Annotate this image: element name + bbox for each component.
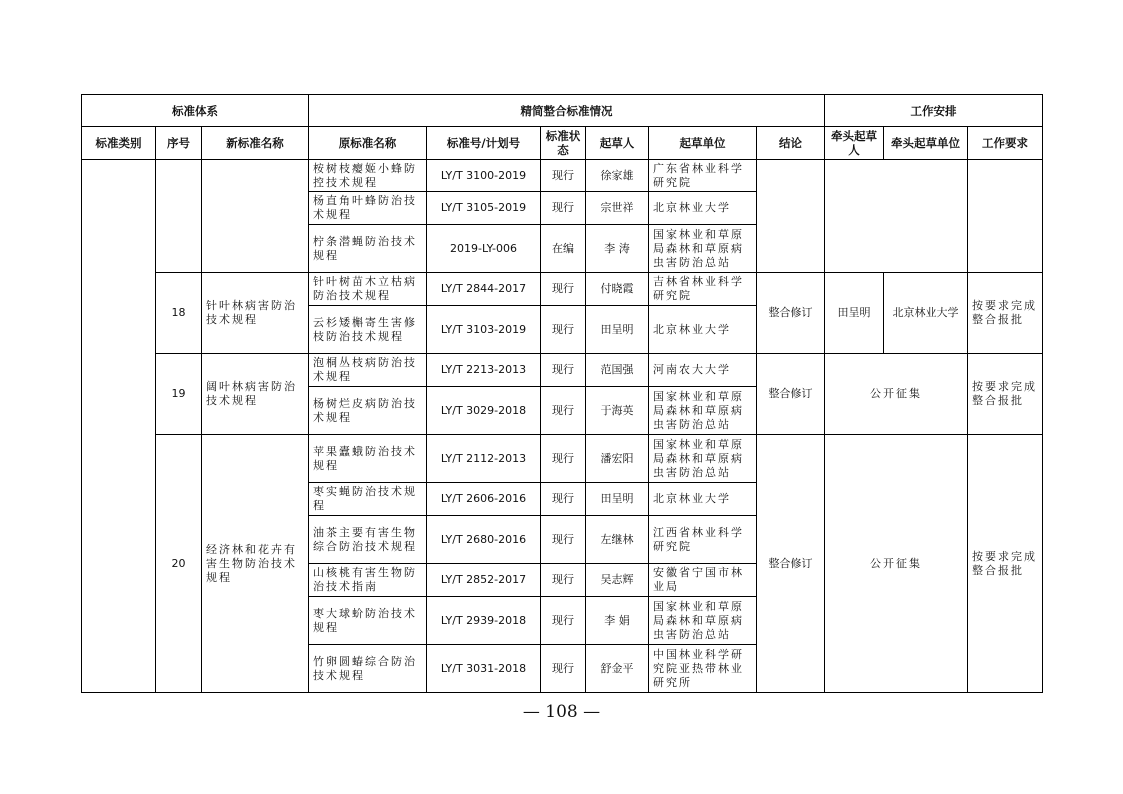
- std-no-cell: LY/T 2213-2013: [427, 354, 541, 387]
- drafter-cell: 左继林: [586, 516, 649, 564]
- conclusion-cell: 整合修订: [757, 354, 825, 435]
- drafter-cell: 付晓霞: [586, 273, 649, 306]
- std-no-cell: LY/T 3031-2018: [427, 645, 541, 693]
- std-no-cell: LY/T 3029-2018: [427, 387, 541, 435]
- status-cell: 现行: [541, 564, 586, 597]
- col-requirement: 工作要求: [968, 127, 1043, 160]
- orig-name-cell: 杨树烂皮病防治技术规程: [309, 387, 427, 435]
- unit-cell: 国家林业和草原局森林和草原病虫害防治总站: [649, 225, 757, 273]
- col-category: 标准类别: [82, 127, 156, 160]
- unit-cell: 江西省林业科学研究院: [649, 516, 757, 564]
- std-no-cell: LY/T 2844-2017: [427, 273, 541, 306]
- std-no-cell: 2019-LY-006: [427, 225, 541, 273]
- header-group-integration: 精简整合标准情况: [309, 95, 825, 127]
- drafter-cell: 李 涛: [586, 225, 649, 273]
- orig-name-cell: 杨直角叶蜂防治技术规程: [309, 192, 427, 225]
- status-cell: 现行: [541, 597, 586, 645]
- new-name-cell: [202, 160, 309, 273]
- col-new-name: 新标准名称: [202, 127, 309, 160]
- requirement-cell: [968, 160, 1043, 273]
- unit-cell: 吉林省林业科学研究院: [649, 273, 757, 306]
- drafter-cell: 于海英: [586, 387, 649, 435]
- col-conclusion: 结论: [757, 127, 825, 160]
- unit-cell: 北京林业大学: [649, 306, 757, 354]
- orig-name-cell: 桉树枝瘿姬小蜂防控技术规程: [309, 160, 427, 192]
- new-name-cell: 阔叶林病害防治技术规程: [202, 354, 309, 435]
- orig-name-cell: 山核桃有害生物防治技术指南: [309, 564, 427, 597]
- standards-table: [81, 94, 1043, 693]
- col-lead-drafter: 牵头起草人: [825, 127, 884, 160]
- unit-cell: 河南农大大学: [649, 354, 757, 387]
- status-cell: 现行: [541, 192, 586, 225]
- std-no-cell: LY/T 3105-2019: [427, 192, 541, 225]
- lead-drafter-cell: 田呈明: [825, 273, 884, 354]
- drafter-cell: 田呈明: [586, 483, 649, 516]
- drafter-cell: 舒金平: [586, 645, 649, 693]
- status-cell: 现行: [541, 160, 586, 192]
- status-cell: 现行: [541, 516, 586, 564]
- unit-cell: 国家林业和草原局森林和草原病虫害防治总站: [649, 597, 757, 645]
- table-row: [82, 354, 1043, 387]
- std-no-cell: LY/T 2606-2016: [427, 483, 541, 516]
- drafter-cell: 吴志辉: [586, 564, 649, 597]
- lead-cell: 公开征集: [825, 354, 968, 435]
- status-cell: 现行: [541, 483, 586, 516]
- col-status: 标准状态: [541, 127, 586, 160]
- status-cell: 现行: [541, 435, 586, 483]
- header-group-system: 标准体系: [82, 95, 309, 127]
- orig-name-cell: 苹果蠹蛾防治技术规程: [309, 435, 427, 483]
- col-seq: 序号: [156, 127, 202, 160]
- orig-name-cell: 柠条潜蝇防治技术规程: [309, 225, 427, 273]
- unit-cell: 广东省林业科学研究院: [649, 160, 757, 192]
- col-lead-unit: 牵头起草单位: [884, 127, 968, 160]
- orig-name-cell: 油茶主要有害生物综合防治技术规程: [309, 516, 427, 564]
- requirement-cell: 按要求完成整合报批: [968, 354, 1043, 435]
- std-no-cell: LY/T 2939-2018: [427, 597, 541, 645]
- status-cell: 现行: [541, 645, 586, 693]
- status-cell: 在编: [541, 225, 586, 273]
- header-column-row: [82, 127, 1043, 160]
- status-cell: 现行: [541, 306, 586, 354]
- seq-cell: [156, 160, 202, 273]
- col-drafter: 起草人: [586, 127, 649, 160]
- orig-name-cell: 针叶树苗木立枯病防治技术规程: [309, 273, 427, 306]
- orig-name-cell: 枣大球蚧防治技术规程: [309, 597, 427, 645]
- orig-name-cell: 竹卵圆蝽综合防治技术规程: [309, 645, 427, 693]
- drafter-cell: 徐家雄: [586, 160, 649, 192]
- table-row: [82, 160, 1043, 192]
- drafter-cell: 田呈明: [586, 306, 649, 354]
- col-std-no: 标准号/计划号: [427, 127, 541, 160]
- col-orig-name: 原标准名称: [309, 127, 427, 160]
- unit-cell: 北京林业大学: [649, 192, 757, 225]
- orig-name-cell: 云杉矮槲寄生害修枝防治技术规程: [309, 306, 427, 354]
- new-name-cell: 经济林和花卉有害生物防治技术规程: [202, 435, 309, 693]
- requirement-cell: 按要求完成整合报批: [968, 435, 1043, 693]
- drafter-cell: 宗世祥: [586, 192, 649, 225]
- status-cell: 现行: [541, 387, 586, 435]
- table-row: [82, 435, 1043, 483]
- seq-cell: 18: [156, 273, 202, 354]
- header-group-work: 工作安排: [825, 95, 1043, 127]
- status-cell: 现行: [541, 273, 586, 306]
- unit-cell: 安徽省宁国市林业局: [649, 564, 757, 597]
- requirement-cell: 按要求完成整合报批: [968, 273, 1043, 354]
- unit-cell: 北京林业大学: [649, 483, 757, 516]
- std-no-cell: LY/T 2680-2016: [427, 516, 541, 564]
- lead-unit-cell: 北京林业大学: [884, 273, 968, 354]
- status-cell: 现行: [541, 354, 586, 387]
- drafter-cell: 李 娟: [586, 597, 649, 645]
- conclusion-cell: 整合修订: [757, 435, 825, 693]
- unit-cell: 中国林业科学研究院亚热带林业研究所: [649, 645, 757, 693]
- new-name-cell: 针叶林病害防治技术规程: [202, 273, 309, 354]
- col-unit: 起草单位: [649, 127, 757, 160]
- lead-cell: [825, 160, 968, 273]
- std-no-cell: LY/T 2112-2013: [427, 435, 541, 483]
- page-number: — 108 —: [522, 702, 601, 722]
- orig-name-cell: 泡桐丛枝病防治技术规程: [309, 354, 427, 387]
- seq-cell: 19: [156, 354, 202, 435]
- std-no-cell: LY/T 3100-2019: [427, 160, 541, 192]
- drafter-cell: 潘宏阳: [586, 435, 649, 483]
- std-no-cell: LY/T 2852-2017: [427, 564, 541, 597]
- drafter-cell: 范国强: [586, 354, 649, 387]
- table-row: [82, 273, 1043, 306]
- category-cell: [82, 160, 156, 693]
- orig-name-cell: 枣实蝇防治技术规程: [309, 483, 427, 516]
- unit-cell: 国家林业和草原局森林和草原病虫害防治总站: [649, 435, 757, 483]
- std-no-cell: LY/T 3103-2019: [427, 306, 541, 354]
- header-group-row: [82, 95, 1043, 127]
- lead-cell: 公开征集: [825, 435, 968, 693]
- conclusion-cell: [757, 160, 825, 273]
- conclusion-cell: 整合修订: [757, 273, 825, 354]
- unit-cell: 国家林业和草原局森林和草原病虫害防治总站: [649, 387, 757, 435]
- seq-cell: 20: [156, 435, 202, 693]
